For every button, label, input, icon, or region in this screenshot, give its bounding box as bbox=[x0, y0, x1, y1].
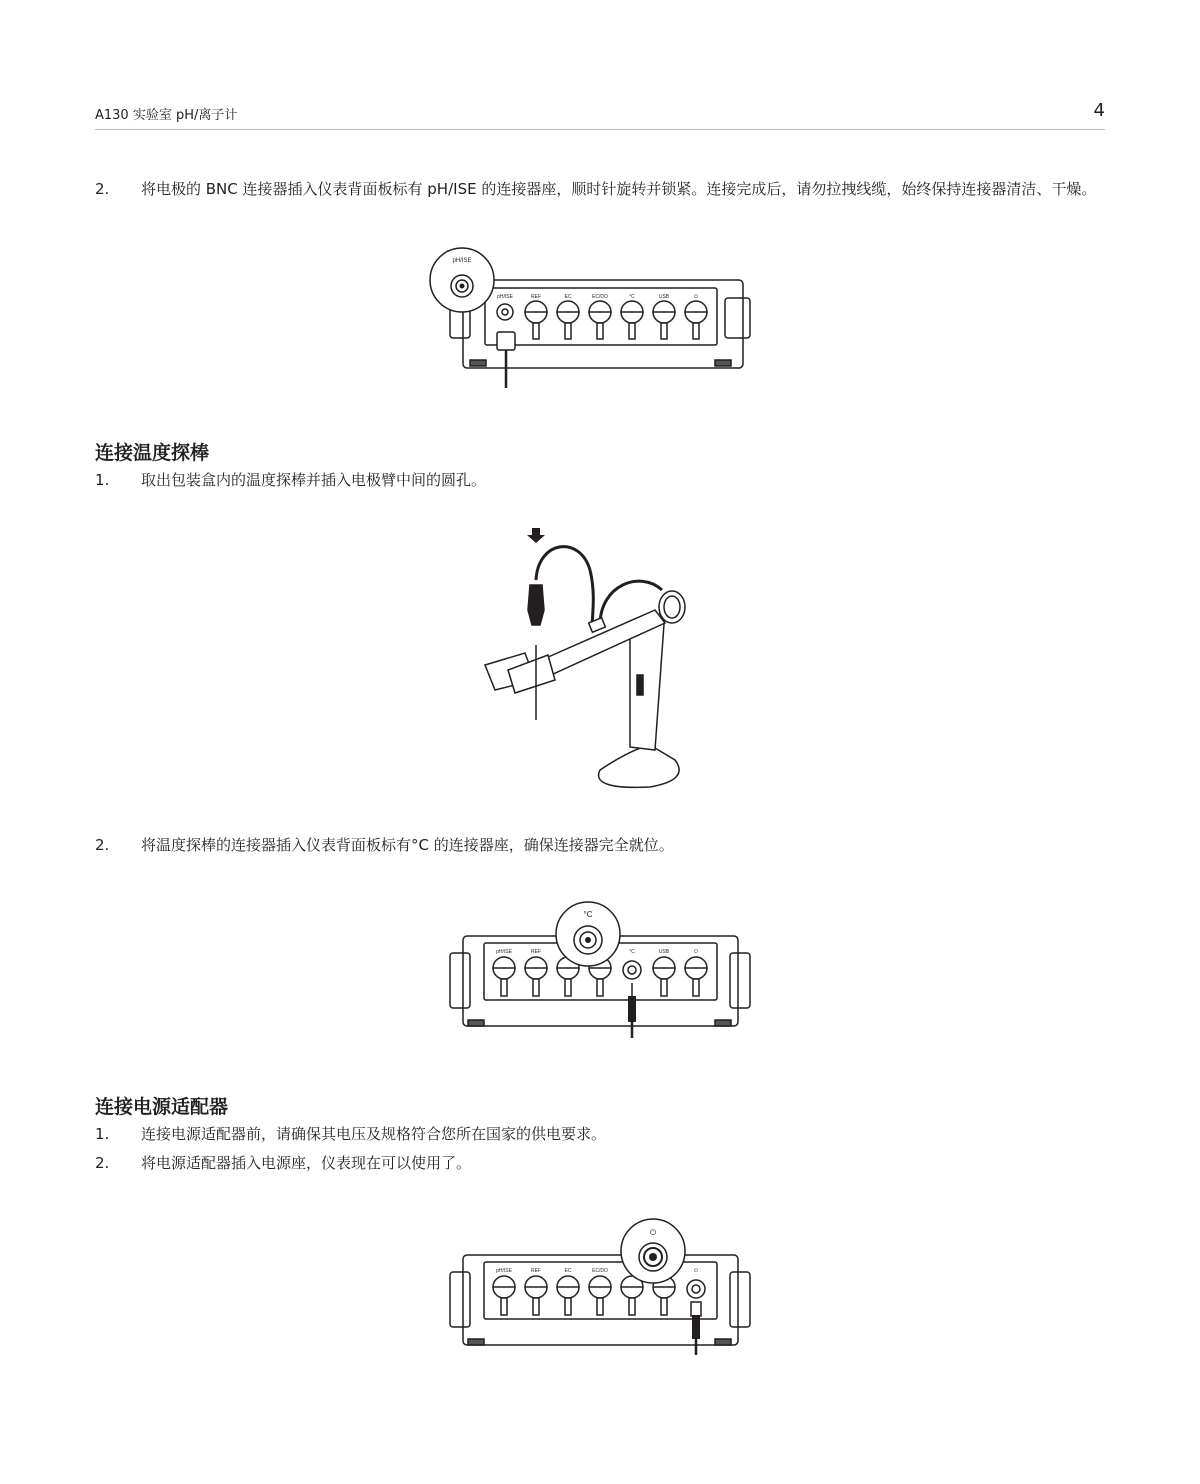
bnc-plug bbox=[497, 332, 515, 350]
figure-bnc-connection bbox=[425, 240, 755, 390]
section-heading-temp-probe: 连接温度探棒 bbox=[95, 442, 210, 464]
step-insert-probe bbox=[95, 466, 1107, 494]
temp-probe-handle bbox=[528, 585, 544, 625]
connector-plug bbox=[493, 1276, 515, 1315]
connector-plug bbox=[589, 301, 611, 339]
panel-label: ⏻ bbox=[694, 294, 698, 300]
panel-label: EC/DO bbox=[592, 1268, 608, 1274]
meter-foot-right bbox=[725, 298, 750, 338]
step-text: 连接电源适配器前，请确保其电压及规格符合您所在国家的供电要求。 bbox=[141, 1125, 607, 1143]
connector-plug bbox=[653, 957, 675, 996]
callout-label: pH/ISE bbox=[452, 258, 472, 264]
step-text: 将温度探棒的连接器插入仪表背面板标有°C 的连接器座，确保连接器完全就位。 bbox=[141, 836, 674, 854]
step-bnc-connect bbox=[95, 175, 1107, 203]
connector-plug bbox=[621, 301, 643, 339]
running-header-title: A130 实验室 pH/离子计 bbox=[95, 108, 238, 123]
connector-plug bbox=[685, 957, 707, 996]
connector-plug bbox=[685, 301, 707, 339]
connector-plug bbox=[493, 957, 515, 996]
step-plug-adapter bbox=[95, 1149, 1107, 1177]
step-text: 将电极的 BNC 连接器插入仪表背面板标有 pH/ISE 的连接器座，顺时针旋转并锁紧。连接完成后，请勿拉拽线缆，始终保持连接器清洁、干燥。 bbox=[141, 180, 1097, 198]
panel-label-row bbox=[497, 294, 698, 300]
step-text: 将电源适配器插入电源座，仪表现在可以使用了。 bbox=[141, 1154, 472, 1172]
panel-label: ⏻ bbox=[694, 949, 698, 955]
connector-plug bbox=[557, 301, 579, 339]
panel-label: USB bbox=[658, 949, 670, 955]
page-number: 4 bbox=[1093, 100, 1105, 121]
step-number: 2. bbox=[95, 1154, 110, 1172]
panel-label: °C bbox=[629, 949, 635, 955]
panel-label: pH/ISE bbox=[496, 949, 512, 955]
panel-label: USB bbox=[658, 294, 670, 300]
callout-bubble bbox=[621, 1219, 685, 1283]
callout-bubble bbox=[430, 248, 494, 312]
panel-label: EC bbox=[564, 294, 572, 300]
panel-label: REF bbox=[531, 294, 541, 300]
connector-plug bbox=[557, 1276, 579, 1315]
panel-label: EC/DO bbox=[592, 294, 608, 300]
panel-label: pH/ISE bbox=[496, 1268, 512, 1274]
panel-label: EC bbox=[564, 1268, 572, 1274]
step-number: 1. bbox=[95, 1125, 110, 1143]
step-text: 取出包装盒内的温度探棒并插入电极臂中间的圆孔。 bbox=[141, 471, 487, 489]
connector-plug bbox=[525, 301, 547, 339]
figure-power-connection bbox=[448, 1215, 758, 1360]
step-number: 2. bbox=[95, 836, 110, 854]
step-plug-probe bbox=[95, 831, 1107, 859]
figure-temp-connection bbox=[448, 898, 758, 1043]
figure-probe-arm bbox=[480, 525, 690, 795]
section-heading-power: 连接电源适配器 bbox=[95, 1096, 229, 1118]
panel-label: °C bbox=[629, 294, 635, 300]
connector-plug bbox=[525, 1276, 547, 1315]
panel-label: REF bbox=[531, 949, 541, 955]
callout-label: °C bbox=[583, 910, 593, 919]
callout-bubble bbox=[556, 902, 620, 966]
connector-plug bbox=[589, 1276, 611, 1315]
panel-label: ⏻ bbox=[694, 1268, 698, 1274]
panel-label: REF bbox=[531, 1268, 541, 1274]
panel-label: pH/ISE bbox=[497, 294, 513, 300]
step-number: 2. bbox=[95, 180, 110, 198]
power-icon: ⏻ bbox=[649, 1228, 657, 1237]
down-arrow-icon bbox=[527, 528, 545, 543]
connector-plug bbox=[525, 957, 547, 996]
connector-plug bbox=[621, 1276, 643, 1315]
stand-base bbox=[599, 745, 680, 787]
header-rule bbox=[95, 129, 1105, 130]
step-check-adapter bbox=[95, 1120, 1107, 1148]
connector-plug bbox=[653, 301, 675, 339]
step-number: 1. bbox=[95, 471, 110, 489]
